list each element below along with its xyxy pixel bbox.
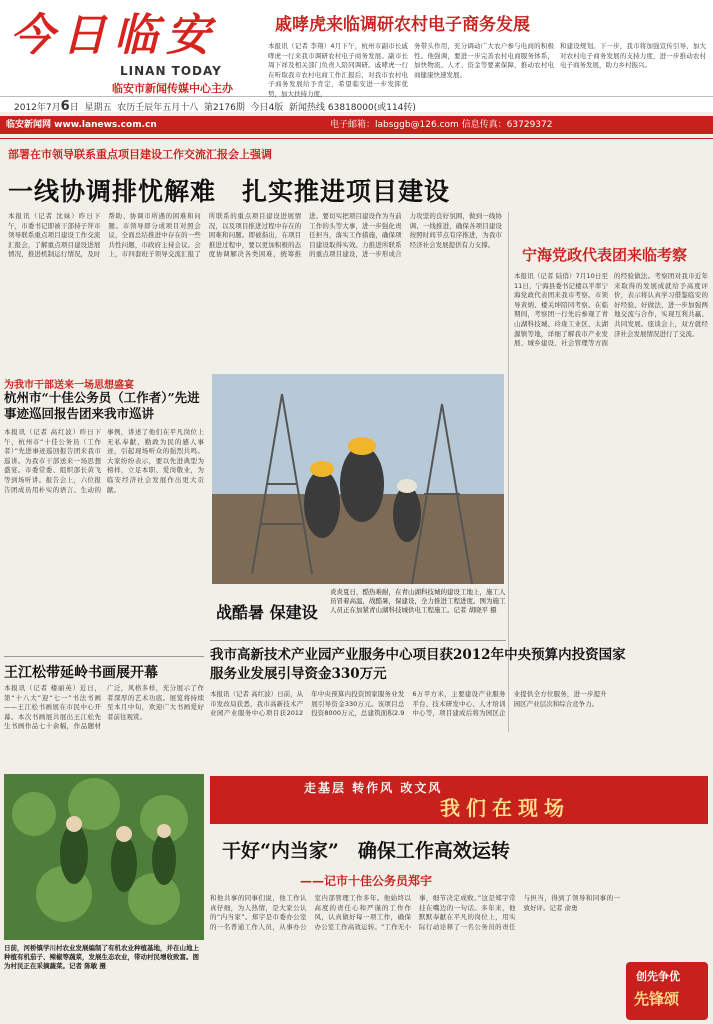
issue-day-suffix: 日 (69, 103, 79, 113)
zheng-headline: 干好“内当家” 确保工作高效运转 (222, 840, 510, 862)
lead-kicker: 部署在市领导联系重点项目建设工作交流汇报会上强调 (8, 148, 272, 161)
wang-headline: 王江松带延岭书画展开幕 (4, 665, 158, 681)
issue-day: 6 (60, 99, 70, 114)
top-story-headline: 戚哮虎来临调研农村电子商务发展 (275, 15, 530, 35)
hangzhou-headline: 杭州市“十佳公务员（工作者）”先进事迹巡回报告团来我市巡讲 (4, 390, 200, 421)
issue-year-month: 2012年7月 (14, 103, 61, 113)
contact-info: 电子邮箱：labsggb@126.com 信息传真：63729372 (330, 120, 553, 130)
issue-serial: 第2176期 (203, 103, 245, 113)
wang-rule (4, 656, 204, 657)
section-rule (0, 138, 713, 139)
newspaper-logo: 今日临安 (10, 10, 218, 61)
ninghai-headline: 宁海党政代表团来临考察 (522, 246, 688, 264)
award-body: 本报讯（记者 高红波）日前，从市发改局获悉，我市高新技术产业园产业服务中心项目获2012年中央预算内投资国家服务业发展引导资金330万元。该项目总投资8000万元，总建筑面积2.96万平方米，主要建设产业服务平台、技术研发中心、人才培训中心等，项目建成后将为园区企业提供全方位服务，进一步提升园区产业层次和综合竞争力。 (210, 690, 607, 718)
issue-info (14, 99, 416, 114)
photo-caption: 炎炎夏日，酷热难耐，在青山湖科技城的建设工地上，施工人员冒着高温，战酷暑，保建设，全力推进工程进度。图为施工人员正在加紧青山湖科技城供电工程施工。记者 胡晓平 摄 (330, 588, 506, 614)
construction-photo-graphic (212, 374, 504, 584)
newspaper-logo-english: LINAN TODAY (120, 64, 222, 78)
top-story-col1: 本报讯（记者 李翔）4月下午，杭州市副市长戚哮虎一行来我市调研农村电子商务发展。副市长周下祥及相关部门负责人陪同调研。戚哮虎一行在听取我市农村电商工作汇报后，对我市农村电子商务发展给予肯定，希望临安进一步发挥优势，加大扶持力度， (268, 42, 408, 98)
farm-photo (4, 774, 204, 940)
award-headline: 我市高新技术产业园产业服务中心项目获2012年中央预算内投资国家服务业发展引导资金330万元 (210, 647, 626, 682)
issue-pages: 今日4版 (250, 103, 284, 113)
badge-pioneer (626, 962, 708, 1020)
issue-hotline: 新闻热线 63818000(或114转) (289, 103, 416, 113)
banner-slogan: 走基层 转作风 改文风 (304, 781, 443, 795)
banner-title: 我们在现场 (440, 796, 570, 820)
issue-lunar: 农历壬辰年五月十八 (117, 103, 199, 113)
badge-line1: 创先争优 (636, 970, 680, 983)
hangzhou-body: 本报讯（记者 高红波）昨日下午，杭州市“十佳公务员（工作者）”先进事迹巡回报告团来我市巡讲。为我市干部送来一场思想盛宴。市委常委、组织部长黄飞等到场听讲。报告会上，六位报告团成员用朴实的语言、生动的事例，讲述了他们在平凡岗位上无私奉献、勤政为民的感人事迹，引起现场听众的强烈共鸣。大家纷纷表示，要以先进典型为榜样，立足本职、爱岗敬业，为临安经济社会发展作出更大贡献。 (4, 428, 204, 494)
award-rule (210, 640, 506, 641)
zheng-subhead: ——记市十佳公务员郑宇 (300, 874, 433, 888)
publisher-line: 临安市新闻传媒中心主办 (112, 82, 233, 95)
top-story-col3: 和建设规划。下一步，我市将加强宣传引导，加大对农村电子商务发展的支持力度，进一步推动农村电子商务发展，助力乡村振兴。 (560, 42, 706, 70)
lead-headline: 一线协调排忧解难 扎实推进项目建设 (8, 177, 451, 206)
hangzhou-kicker: 为我市干部送来一场思想盛宴 (4, 380, 134, 391)
construction-photo (212, 374, 504, 584)
issue-weekday: 星期五 (84, 103, 112, 113)
website-link[interactable]: 临安新闻网 www.lanews.com.cn (6, 120, 157, 130)
badge-line2: 先锋颂 (634, 990, 680, 1008)
zheng-body: 和他共事的同事们说，他工作认真仔细，为人热情，是大家公认的“内当家”。郑宇是市委办公室的一名普通工作人员，从事办公室内部管理工作多年。他始终以高度的责任心和严谨的工作作风，认真做好每一项工作，确保办公室工作高效运转。“工作无小事，细节决定成败。”这是郑宇常挂在嘴边的一句话。多年来，他默默奉献在平凡的岗位上，用实际行动诠释了一名公务员的责任与担当，得到了领导和同事的一致好评。记者 俞勇 (210, 894, 620, 931)
wang-body: 本报讯（记者 楼丽英）近日，第“十八大”迎“七一”书法书画——王江松书画展在市民中心开幕。本次书画展共展出王江松先生书画作品七十余幅，作品题材广泛，风格多样，充分展示了作者深厚的艺术功底。展览将持续至本月中旬，欢迎广大书画爱好者前往观赏。 (4, 684, 204, 731)
photo-title: 战酷暑 保建设 (216, 603, 318, 622)
farm-photo-graphic (4, 774, 204, 940)
farm-photo-caption: 日前，河桥镇学川村农业发展编制了有机农业种植基地，并在山地上种植有机茄子、辣椒等蔬菜，发展生态农业，带动村民增收致富。图为村民正在采摘蔬菜。记者 陈敏 摄 (4, 944, 199, 970)
top-story-col2: 务带头作用，充分调动广大农户参与电商的积极性。他强调，要进一步完善农村电商服务体系，加快物流、人才、资金等要素保障，推动农村电商健康快速发展。 (414, 42, 554, 79)
lead-body: 本报讯（记者 沈妹）昨日下午，市委书记即被干部持子拜市领导联系重点项目建设工作交流汇报会，了解重点项目建设进展情况，推进机制运行情况，及时帮助、协调市所遇的困难和问题。市领导即分成项目对照会议，全面总结推进中存在的一些共性问题，市政府主持会议。会上，市四套班子领导交流汇报了所联系的重点项目建设进展情况，以及项目推进过程中存在的困难和问题。即被指出，在项目推进过程中，要以更加积极的态度协调解决各类困难，统筹推进。要切实把项目建设作为当前工作的头等大事，进一步强化责任担当，落实工作措施，确保项目建设取得实效。力推进所联系的重点项目建设，进一步形成合力攻坚的良好氛围，做到一线协调、一线推进，确保各项目建设按照时间节点有序推进，为我市经济社会发展提供有力支撑。 (8, 212, 502, 259)
field-report-banner (210, 776, 708, 824)
ninghai-body: 本报讯（记者 陆俏）7月10日至11日，宁海县委书记楼以平率宁海党政代表团来我市考察。市领导黄炳、楼关坤陪同考察。在临期间，考察团一行先后参观了青山湖科技城、玲珑工业区、太湖源镇等地，详细了解我市产业发展、城乡建设、社会管理等方面的经验做法。考察团对我市近年来取得的发展成就给予高度评价，表示将认真学习借鉴临安的好经验、好做法，进一步加强两地交流与合作，实现互利共赢、共同发展。座谈会上，双方就经济社会发展情况进行了交流。 (514, 272, 708, 348)
